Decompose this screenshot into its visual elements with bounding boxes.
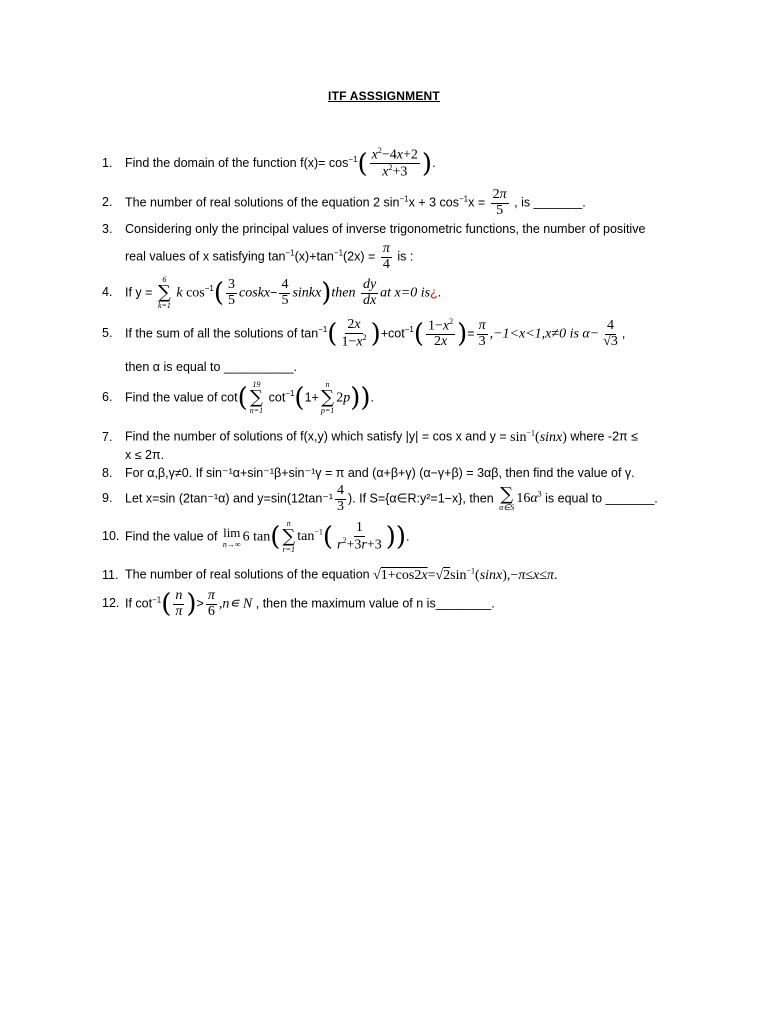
math-fraction: $\frac{\pi}{4}$ (382, 241, 390, 272)
math-fraction: $\frac{x^2-4x+2}{x^2+3}$ (371, 146, 418, 180)
question-8: 8. For α,β,γ≠0. If sin⁻¹α+sin⁻¹β+sin⁻¹γ = π and (α+β+γ) (α−γ+β) = 3αβ, then find the value of γ. (102, 466, 635, 480)
question-4: 4. If y = 6 ∑ k=1 k $\cos^{-1}$( $\frac{3}{5}$ coskx− $\frac{4}{5}$ sinkx)then $\frac{dy}{dx}$ at x=0 is¿. (102, 275, 442, 310)
math-fraction: $\frac{2\pi}{5}$ (492, 187, 507, 218)
assignment-title: ITF ASSSIGNMENT (328, 89, 440, 103)
question-7-continued: x ≤ 2π. (125, 448, 165, 462)
question-text: Find the domain of the function f(x)= cos (125, 156, 349, 171)
question-3-continued: real values of x satisfying $\tan^{-1}(x)+\tan^{-1}(2x)$ = $\frac{\pi}{4}$ is : (125, 241, 414, 272)
question-6: 6. Find the value of cot( 19 ∑ n=1 $\cot^{-1}(1+$ n ∑ p=1 2p)). (102, 380, 375, 415)
question-2: 2. The number of real solutions of the equation 2 $\sin^{-1}x + 3$ $\cos^{-1}x$ = $\frac{2\pi}{5}$ , is _______. (102, 187, 586, 218)
question-1: 1. Find the domain of the function $f(x)= \cos^{-1}$( $\frac{x^2-4x+2}{x^2+3}$ ). (102, 146, 436, 180)
question-11: 11. The number of real solutions of the equation $√1+\cos 2x=√2\sin^{-1}(\sin x),-\pi\le x\le\pi$. (102, 566, 558, 583)
question-3: 3. Considering only the principal values of inverse trigonometric functions, the number of positive (102, 222, 646, 236)
question-10: 10. Find the value of lim n→∞ 6 tan( n ∑ r=1 $\tan^{-1}$( $\frac{1}{r^2+3r+3}$ )). (102, 519, 410, 554)
question-9: 9. Let x=sin (2tan⁻¹α) and y=sin(12tan⁻¹ $\frac{4}{3}$ ). If S={α∈R:y²=1−x}, then ∑ α∈S $16\alpha^3$ is equal to _______. (102, 483, 658, 514)
question-number: 1. (102, 156, 113, 171)
question-7: 7. Find the number of solutions of f(x,y) which satisfy |y| = cos x and $y = \sin^{-1}(\sin x)$ where -2π ≤ (102, 428, 638, 445)
question-12: 12. If $\cot^{-1}$( $\frac{n}{\pi}$ )> $\frac{\pi}{6}$ ,n∊ N , then the maximum value of n is________. (102, 588, 495, 620)
summation-symbol: 6 ∑ k=1 (157, 275, 171, 310)
question-5-continued: then α is equal to __________. (125, 360, 297, 374)
question-5: 5. If the sum of all the solutions of $\tan^{-1}$( $\frac{2x}{1-x^2}$ )$+\cot^{-1}$( $\frac{1-x^2}{2x}$ )= $\frac{\pi}{3}$ ,−1<x<1,x≠0 is α− $\frac{4}{√3}$ , (102, 317, 626, 350)
